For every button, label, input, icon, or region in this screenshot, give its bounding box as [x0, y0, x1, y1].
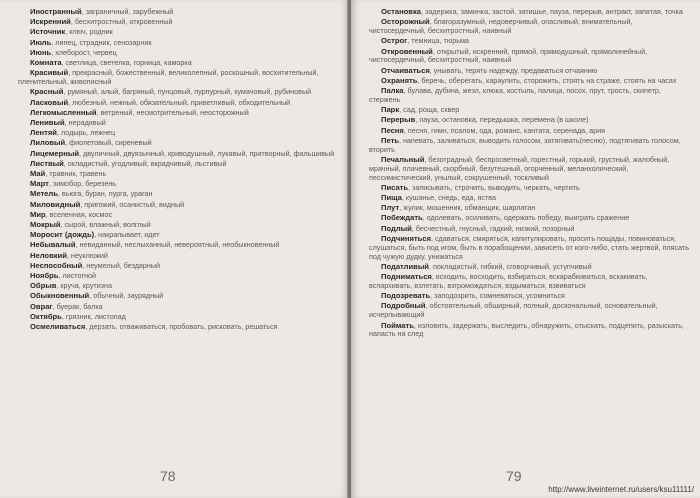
entry-headword: Ленивый [30, 117, 65, 127]
dictionary-entry [18, 160, 343, 169]
entry-synonyms: , задержка, заминка, застой, затишье, пауза, перерыв, антракт, запятая, точка [421, 7, 683, 16]
entry-synonyms: , любезный, нежный, обязательный, приветливый, обходительный [68, 97, 291, 107]
entry-headword: Июнь [30, 47, 52, 57]
dictionary-entry [18, 28, 343, 37]
dictionary-entry [369, 184, 690, 193]
entry-headword: Петь [381, 135, 399, 145]
entry-synonyms: , беречь, оберегать, караулить, сторожить, стоять на страже, стоять на часах [417, 75, 677, 85]
entry-synonyms: , травник, травень [45, 168, 107, 178]
entry-headword: Неловкий [30, 250, 67, 260]
entry-headword: Писать [381, 182, 409, 192]
dictionary-entry [18, 262, 343, 271]
dictionary-entry [369, 263, 690, 272]
entry-headword: Легкомысленный [30, 107, 97, 117]
entry-headword: Печальный [381, 154, 425, 164]
dictionary-entry [369, 322, 690, 340]
watermark-url: http://www.liveinternet.ru/users/ksu11111/ [548, 485, 694, 494]
entry-headword: Иностранный [30, 7, 82, 16]
entry-synonyms: , румяный, алый, багряный, пунцовый, пурпурный, кумачовый, рубиновый [63, 87, 312, 97]
dictionary-entry [18, 313, 343, 322]
dictionary-entry [18, 190, 343, 199]
dictionary-entry [18, 282, 343, 291]
dictionary-entry [369, 214, 690, 223]
entry-headword: Осторожный [381, 17, 430, 27]
entry-headword: Март [30, 179, 49, 189]
entry-headword: Овраг [30, 301, 53, 311]
dictionary-entry [369, 292, 690, 301]
entry-headword: Откровенный [381, 46, 433, 56]
entry-headword: Мир [30, 209, 46, 219]
left-page-number: 78 [160, 468, 176, 484]
entry-headword: Охранять [381, 75, 418, 85]
entry-headword: Красивый [30, 68, 69, 78]
entry-headword: Комната [30, 58, 62, 68]
entry-synonyms: , ветреный, несмотрительный, неосторожный [96, 107, 249, 117]
dictionary-entry [18, 129, 343, 138]
entry-headword: Лентяй [30, 128, 57, 138]
dictionary-entry [18, 139, 343, 148]
entry-headword: Обыкновенный [30, 291, 90, 301]
entry-synonyms: , напевать, заливаться, выводить голосом, затягивать(песню), подтягивать голосом, вторить [369, 135, 681, 154]
entry-headword: Небывалый [30, 240, 76, 250]
entry-headword: Пища [381, 193, 402, 203]
entry-synonyms: , нерадивый [64, 117, 106, 127]
entry-synonyms: , вьюга, буран, пурга, ураган [57, 189, 153, 199]
entry-synonyms: , песня, гимн, псалом, ода, романс, кантата, серенада, ария [403, 125, 606, 135]
entry-synonyms: , накрапывает, идет [94, 230, 160, 240]
dictionary-entry [18, 88, 343, 97]
entry-synonyms: , пригожий, осанистый, видный [80, 199, 185, 209]
entry-synonyms: , жулик, мошенник, обманщик, шарлатан [399, 203, 536, 213]
entry-headword: Подчиняться [381, 233, 431, 243]
entry-headword: Миловидный [30, 199, 81, 209]
entry-synonyms: , темница, тюрьма [407, 36, 469, 46]
dictionary-entry [369, 127, 690, 136]
entry-synonyms: , записывать, строчить, выводить, черкать, чертить [408, 182, 580, 192]
entry-synonyms: , обстоятельный, обширный, полный, доскональный, основательный, исчерпывающий [369, 301, 658, 320]
entry-synonyms: , вселенная, космос [45, 209, 113, 219]
entry-headword: Листвый [30, 158, 64, 168]
entry-synonyms: , неуклюжий [66, 250, 108, 260]
dictionary-entry [18, 231, 343, 240]
entry-synonyms: , заграничный, зарубежный [81, 7, 174, 16]
entry-headword: Лицемерный [30, 148, 80, 158]
entry-synonyms: , фиолетовый, сиреневый [65, 138, 152, 148]
entry-headword: Неспособный [30, 260, 83, 270]
dictionary-entry [18, 272, 343, 281]
entry-synonyms: , бесчестный, гнусный, гадкий, низкий, позорный [411, 223, 575, 233]
entry-headword: Подозревать [381, 291, 431, 301]
entry-headword: Мокрый [30, 219, 61, 229]
entry-synonyms: , обычный, заурядный [89, 291, 164, 301]
entry-synonyms: , унывать, терять надежду, предаваться отчаянию [429, 65, 598, 75]
dictionary-entry [18, 109, 343, 118]
dictionary-entry [369, 235, 690, 262]
dictionary-entry [369, 194, 690, 203]
entry-synonyms: , дерзать, отваживаться, пробовать, рисковать, решаться [85, 322, 278, 331]
entry-synonyms: , липец, страдник, сенозарник [51, 37, 152, 47]
entry-synonyms: , светлица, светелка, горница, каморка [61, 58, 192, 68]
entry-headword: Подлый [381, 223, 412, 233]
dictionary-entry [369, 156, 690, 183]
dictionary-entry [18, 69, 343, 87]
entry-synonyms: , сад, роща, сквер [399, 105, 460, 115]
dictionary-entry [18, 241, 343, 250]
dictionary-entry [18, 211, 343, 220]
dictionary-entry [18, 59, 343, 68]
entry-synonyms: , благоразумный, недоверчивый, опасливый, внимательный, чистосердечный, бесхитростный, наивный [369, 17, 633, 36]
entry-synonyms: , заподозрить, сомневаться, усомниться [430, 291, 565, 301]
dictionary-entry [18, 303, 343, 312]
dictionary-entry [369, 37, 690, 46]
entry-synonyms: , грязник, листопад [61, 311, 126, 321]
entry-synonyms: , безотрадный, беспросветный, горестный, горький, грустный, жалобный, мрачный, плачевный, скорбный, безутешный, огорченный, меланхолический, пессимистический, унылый, сокрушенный, тоскливый [369, 154, 670, 182]
dictionary-entry [369, 18, 690, 36]
dictionary-entry [369, 87, 690, 105]
entry-headword: Податливый [381, 261, 429, 271]
entry-headword: Побеждать [381, 213, 423, 223]
dictionary-entry [18, 49, 343, 58]
left-entry-list [18, 8, 343, 332]
entry-synonyms: , кушанье, снедь, еда, яства [401, 193, 497, 203]
dictionary-entry [369, 204, 690, 213]
dictionary-entry [369, 302, 690, 320]
entry-synonyms: , двуличный, двуязычный, криводушный, лукавый, притворный, фальшивый [79, 148, 335, 158]
entry-synonyms: , пауза, остановка, передышка, перемена (в школе) [415, 115, 589, 125]
entry-headword: Метель [30, 189, 58, 199]
entry-synonyms: , бесхитростный, откровенный [70, 17, 173, 27]
entry-headword: Моросит (дождь) [30, 230, 95, 240]
entry-headword: Парк [381, 105, 400, 115]
entry-headword: Подробный [381, 301, 426, 311]
entry-synonyms: , булава, дубина, жезл, клюка, костыль, палица, посох, прут, трость, скипетр, стержень [369, 86, 661, 104]
entry-headword: Лиловый [30, 138, 66, 148]
entry-headword: Источник [30, 27, 66, 37]
entry-synonyms: , неумелый, бездарный [82, 260, 161, 270]
entry-headword: Ласковый [30, 97, 69, 107]
entry-synonyms: , лодырь, лежнец [56, 128, 116, 138]
right-page [351, 0, 700, 498]
dictionary-entry [369, 67, 690, 76]
entry-synonyms: , сырой, влажный, волглый [60, 219, 151, 229]
entry-synonyms: , прекрасный, божественный, великолепный, роскошный, восхитительный, пленительный, живописный [18, 68, 319, 87]
dictionary-entry [369, 273, 690, 291]
entry-headword: Май [30, 168, 46, 178]
dictionary-entry [18, 292, 343, 301]
entry-headword: Осмеливаться [30, 322, 86, 331]
entry-headword: Песня [381, 125, 404, 135]
entry-synonyms: , изловить, задержать, выследить, обнаружить, отыскать, подцепить, разыскать, напасть на след [369, 320, 684, 339]
entry-headword: Ноябрь [30, 270, 59, 280]
entry-synonyms: , ключ, родник [65, 27, 113, 37]
entry-synonyms: , всходить, восходить, взбираться, вскарабкиваться, вскакивать, вспархивать, взлетать, взгромождаться, вздыматься, взвиваться [369, 272, 648, 291]
dictionary-entry [18, 221, 343, 230]
dictionary-entry [369, 8, 690, 17]
entry-headword: Отчаиваться [381, 65, 430, 75]
entry-headword: Острог [381, 36, 408, 46]
entry-headword: Перерыв [381, 115, 416, 125]
entry-headword: Плут [381, 203, 400, 213]
dictionary-entry [18, 201, 343, 210]
dictionary-entry [18, 170, 343, 179]
entry-headword: Обрыв [30, 281, 57, 291]
dictionary-entry [369, 116, 690, 125]
entry-headword: Поймать [381, 320, 414, 330]
dictionary-entry [18, 150, 343, 159]
entry-synonyms: , открытый, искренний, прямой, прямодушный, прямолинейный, чистосердечный, бесхитростный, наивный [369, 46, 648, 65]
right-page-number: 79 [506, 468, 522, 484]
dictionary-entry [369, 137, 690, 155]
entry-headword: Палка [381, 86, 404, 96]
dictionary-entry [18, 119, 343, 128]
dictionary-entry [18, 18, 343, 27]
entry-headword: Красный [30, 87, 64, 97]
dictionary-entry [18, 323, 343, 332]
right-entry-list [369, 8, 690, 339]
entry-synonyms: , хлеборост, червец [51, 47, 117, 57]
dictionary-entry [18, 180, 343, 189]
entry-headword: Подниматься [381, 272, 432, 282]
dictionary-entry [18, 99, 343, 108]
entry-synonyms: , буерак, балка [52, 301, 103, 311]
entry-synonyms: , листогной [58, 270, 97, 280]
entry-synonyms: , зимобор, березень [48, 179, 117, 189]
entry-synonyms: , круча, крутизна [56, 281, 112, 291]
entry-headword: Искренний [30, 17, 71, 27]
dictionary-entry [18, 252, 343, 261]
dictionary-entry [18, 39, 343, 48]
entry-synonyms: , окладистый, угодливый, вкрадчивый, льстивый [63, 158, 227, 168]
dictionary-entry [369, 225, 690, 234]
entry-synonyms: , покладистый, гибкий, сговорчивый, уступчивый [428, 261, 592, 271]
entry-headword: Остановка [381, 7, 421, 16]
left-page [0, 0, 349, 498]
entry-headword: Июль [30, 37, 52, 47]
entry-synonyms: , одолевать, осиливать, одержать победу, выиграть сражение [422, 213, 630, 223]
dictionary-entry [369, 106, 690, 115]
entry-synonyms: , невиданный, неслыханный, невероятный, необыкновенный [75, 240, 280, 250]
entry-synonyms: , сдаваться, смиряться, капитулировать, просить пощады, повиноваться, слушаться, быть под игом, быть в порабощении, зависеть от кого-либо, стать жертвой, плясать под чужую дудку, унижаться [369, 233, 689, 261]
entry-headword: Октябрь [30, 311, 62, 321]
dictionary-entry [369, 77, 690, 86]
dictionary-entry [369, 48, 690, 66]
dictionary-entry [18, 8, 343, 17]
